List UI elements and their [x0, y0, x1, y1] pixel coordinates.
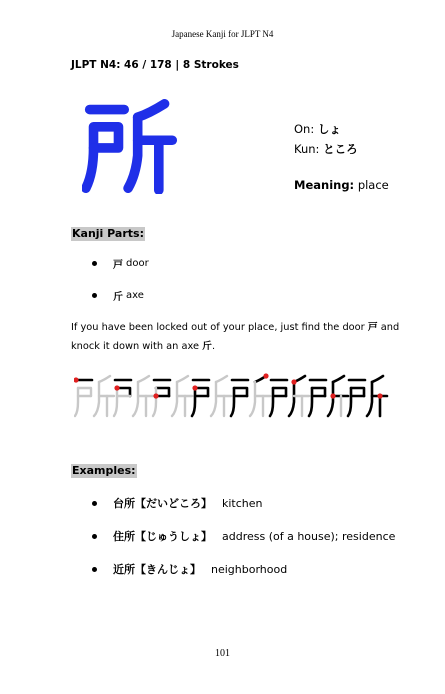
meaning-value: place [357, 178, 389, 192]
mnemonic-line1-end: and [380, 322, 400, 333]
stroke-path [328, 382, 333, 416]
stroke-start-dot [377, 393, 382, 398]
example-word: 住所【じゅうしょ】 [113, 530, 212, 543]
stroke-path [309, 388, 312, 416]
stroke-step-8 [348, 376, 387, 416]
stroke-path [177, 376, 188, 382]
stroke-path [270, 388, 273, 416]
stroke-start-dot [114, 385, 119, 390]
stroke-path [114, 388, 117, 416]
stroke-start-dot [291, 379, 296, 384]
part-meaning: axe [126, 290, 144, 301]
stroke-path [192, 388, 195, 416]
stroke-path [250, 382, 255, 416]
stroke-path [372, 376, 383, 382]
stroke-path [289, 382, 294, 416]
stroke-path [216, 376, 227, 382]
stroke-path [133, 382, 138, 416]
stroke-step-1 [74, 376, 114, 416]
bullet-icon [92, 293, 97, 298]
meaning [294, 178, 389, 192]
stroke-path [172, 382, 177, 416]
stroke-step-2 [114, 376, 153, 416]
stroke-step-5 [231, 373, 270, 416]
page-number: 101 [215, 648, 230, 659]
bullet-icon [92, 534, 97, 539]
kanji-character [82, 98, 178, 194]
example-item [92, 528, 395, 544]
kun-reading [294, 141, 358, 157]
stroke-start-dot [153, 393, 158, 398]
on-reading-label: On: [294, 122, 315, 136]
stroke-path [211, 382, 216, 416]
examples-heading: Examples: [72, 464, 136, 477]
mnemonic-line1: If you have been locked out of your place, just find the door [71, 322, 365, 333]
part-meaning: door [126, 258, 149, 269]
stroke-path [99, 376, 110, 382]
running-header: Japanese Kanji for JLPT N4 [171, 29, 274, 39]
part-glyph: 斤 [113, 292, 123, 303]
stroke-path [348, 388, 351, 416]
mnemonic-line2-end: . [211, 341, 216, 352]
kanji-level-line: JLPT N4: 46 / 178 | 8 Strokes [71, 59, 239, 71]
mnemonic-glyph-axe: 斤 [202, 341, 212, 352]
example-word: 台所【だいどころ】 [113, 497, 212, 510]
meaning-label: Meaning: [294, 178, 355, 192]
stroke-path [94, 382, 99, 416]
stroke-start-dot [263, 373, 268, 378]
stroke-path [333, 376, 344, 382]
stroke-step-3 [153, 376, 192, 416]
stroke-path [78, 388, 91, 396]
part-glyph: 戸 [113, 260, 123, 271]
kanji-parts-heading: Kanji Parts: [72, 227, 144, 240]
stroke-start-dot [192, 385, 197, 390]
kun-reading-value: ところ [323, 142, 358, 156]
stroke-step-6 [270, 376, 309, 416]
stroke-order-diagram [74, 372, 394, 418]
kun-reading-label: Kun: [294, 142, 320, 156]
mnemonic-text [71, 318, 401, 356]
stroke-step-4 [192, 376, 231, 416]
example-meaning: address (of a house); residence [222, 529, 396, 543]
stroke-start-dot [330, 393, 335, 398]
stroke-step-7 [309, 376, 348, 416]
kanji-part-item [92, 256, 149, 271]
bullet-icon [92, 567, 97, 572]
mnemonic-glyph-door: 戸 [367, 322, 378, 333]
bullet-icon [92, 501, 97, 506]
stroke-path [231, 388, 234, 416]
example-item [92, 561, 287, 577]
example-meaning: neighborhood [211, 562, 288, 576]
stroke-path [75, 388, 78, 416]
on-reading-value: しょ [317, 122, 341, 136]
example-item [92, 495, 263, 511]
stroke-path [367, 382, 372, 416]
stroke-path [138, 376, 149, 382]
example-meaning: kitchen [222, 496, 263, 510]
example-word: 近所【きんじょ】 [113, 563, 201, 576]
stroke-start-dot [74, 377, 79, 382]
bullet-icon [92, 261, 97, 266]
on-reading [294, 121, 341, 137]
stroke-path [153, 388, 156, 416]
mnemonic-line2: knock it down with an axe [71, 341, 200, 352]
kanji-part-item [92, 288, 144, 303]
